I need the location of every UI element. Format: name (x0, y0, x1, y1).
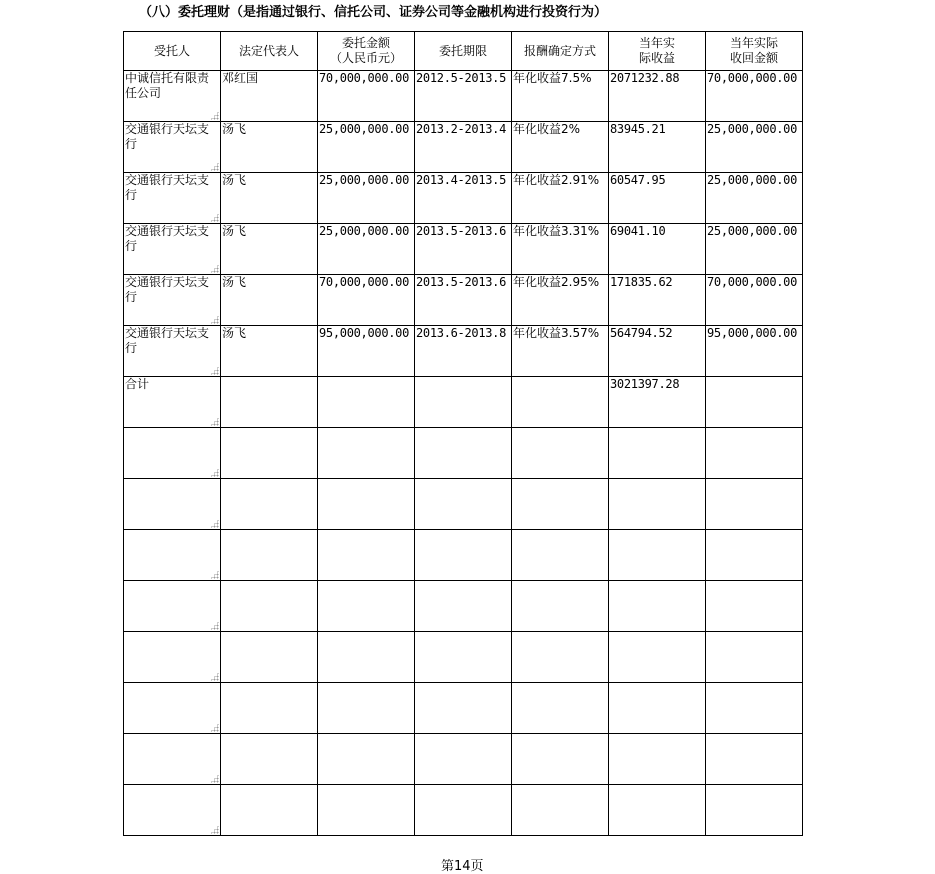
table-cell (415, 71, 512, 122)
table-cell (415, 224, 512, 275)
cell-resize-grip (210, 672, 219, 681)
table-cell (609, 224, 706, 275)
cell-text: 中诚信托有限责任公司 (125, 71, 210, 100)
table-cell (415, 173, 512, 224)
cell-text: 60547.95 (610, 173, 666, 187)
table-cell (318, 122, 415, 173)
table-row (124, 122, 803, 173)
cell-text: 83945.21 (610, 122, 666, 136)
table-cell (318, 428, 415, 479)
cell-text: 70,000,000.00 (707, 275, 798, 289)
table-cell (512, 173, 609, 224)
table-cell (124, 785, 221, 836)
cell-text: 171835.62 (610, 275, 673, 289)
table-cell (318, 326, 415, 377)
table-cell (221, 173, 318, 224)
table-cell (221, 326, 318, 377)
table-cell (221, 275, 318, 326)
cell-text: 年化收益2.95% (513, 275, 600, 289)
cell-resize-grip (210, 366, 219, 375)
page-heading: （八）委托理财（是指通过银行、信托公司、证券公司等金融机构进行投资行为） (139, 5, 608, 20)
table-cell (706, 530, 803, 581)
column-header: 当年实际 收回金额 (706, 32, 803, 71)
cell-text: 年化收益7.5% (513, 71, 592, 85)
table-cell (415, 683, 512, 734)
table-cell (318, 683, 415, 734)
table-row (124, 71, 803, 122)
cell-text: 25,000,000.00 (319, 122, 410, 136)
table-cell (221, 683, 318, 734)
cell-resize-grip (210, 825, 219, 834)
cell-text: 25,000,000.00 (319, 224, 410, 238)
cell-text: 70,000,000.00 (707, 71, 798, 85)
table-cell (609, 530, 706, 581)
table-cell (415, 377, 512, 428)
table-cell (415, 479, 512, 530)
table-cell (706, 71, 803, 122)
cell-text: 2012.5-2013.5 (416, 71, 507, 85)
table-row (124, 734, 803, 785)
column-header: 委托期限 (415, 32, 512, 71)
table-cell (512, 428, 609, 479)
cell-text: 合计 (125, 377, 150, 391)
table-cell (221, 479, 318, 530)
table-cell (318, 377, 415, 428)
table-row (124, 479, 803, 530)
table-row (124, 173, 803, 224)
cell-text: 3021397.28 (610, 377, 680, 391)
table-cell (318, 530, 415, 581)
table-cell (124, 530, 221, 581)
table-cell (609, 683, 706, 734)
cell-text: 邓红国 (222, 71, 259, 85)
cell-resize-grip (210, 213, 219, 222)
table-cell (124, 734, 221, 785)
cell-text: 564794.52 (610, 326, 673, 340)
table-body (124, 71, 803, 836)
table-cell (221, 71, 318, 122)
table-cell (124, 122, 221, 173)
cell-text: 2013.2-2013.4 (416, 122, 507, 136)
cell-text: 汤飞 (222, 326, 247, 340)
table-cell (221, 530, 318, 581)
table-cell (706, 479, 803, 530)
table-cell (318, 275, 415, 326)
table-cell (124, 632, 221, 683)
table-cell (415, 122, 512, 173)
table-cell (221, 581, 318, 632)
page-number: 第14页 (441, 859, 484, 874)
table-cell (221, 377, 318, 428)
table-cell (124, 479, 221, 530)
table-header-row (124, 32, 803, 71)
table-cell (415, 530, 512, 581)
table-cell (609, 173, 706, 224)
cell-resize-grip (210, 519, 219, 528)
table-cell (706, 785, 803, 836)
table-row (124, 428, 803, 479)
table-row (124, 377, 803, 428)
cell-text: 交通银行天坛支行 (125, 224, 210, 253)
table-cell (706, 683, 803, 734)
table-cell (318, 173, 415, 224)
cell-resize-grip (210, 468, 219, 477)
table-cell (609, 122, 706, 173)
table-cell (221, 632, 318, 683)
table-cell (512, 530, 609, 581)
cell-resize-grip (210, 621, 219, 630)
column-header: 法定代表人 (221, 32, 318, 71)
table-cell (609, 734, 706, 785)
cell-text: 69041.10 (610, 224, 666, 238)
table-cell (706, 173, 803, 224)
table-cell (512, 224, 609, 275)
table-cell (221, 734, 318, 785)
table-cell (706, 734, 803, 785)
cell-text: 汤飞 (222, 173, 247, 187)
cell-text: 汤飞 (222, 224, 247, 238)
table-cell (512, 377, 609, 428)
table-cell (221, 785, 318, 836)
table-cell (221, 428, 318, 479)
cell-resize-grip (210, 774, 219, 783)
table-cell (415, 632, 512, 683)
cell-resize-grip (210, 264, 219, 273)
table-cell (124, 428, 221, 479)
cell-text: 2071232.88 (610, 71, 680, 85)
cell-resize-grip (210, 417, 219, 426)
table-cell (706, 224, 803, 275)
cell-text: 年化收益2.91% (513, 173, 600, 187)
table-cell (609, 71, 706, 122)
table-cell (318, 71, 415, 122)
table-cell (415, 581, 512, 632)
table-cell (318, 734, 415, 785)
table-cell (706, 632, 803, 683)
table-cell (124, 326, 221, 377)
table-row (124, 581, 803, 632)
cell-text: 70,000,000.00 (319, 71, 410, 85)
column-header: 受托人 (124, 32, 221, 71)
table-cell (415, 326, 512, 377)
table-cell (706, 326, 803, 377)
column-header: 委托金额 （人民币元） (318, 32, 415, 71)
table-cell (318, 479, 415, 530)
table-cell (609, 632, 706, 683)
table-cell (124, 71, 221, 122)
cell-text: 汤飞 (222, 122, 247, 136)
table-cell (706, 428, 803, 479)
table-row (124, 632, 803, 683)
cell-text: 25,000,000.00 (707, 173, 798, 187)
table-cell (512, 122, 609, 173)
cell-text: 2013.4-2013.5 (416, 173, 507, 187)
cell-text: 汤飞 (222, 275, 247, 289)
table-row (124, 530, 803, 581)
table-cell (512, 632, 609, 683)
table-cell (706, 275, 803, 326)
cell-text: 交通银行天坛支行 (125, 122, 210, 151)
table-cell (706, 377, 803, 428)
cell-resize-grip (210, 315, 219, 324)
cell-text: 年化收益2% (513, 122, 581, 136)
table-cell (609, 581, 706, 632)
table-row (124, 224, 803, 275)
table-cell (512, 479, 609, 530)
table-cell (221, 224, 318, 275)
table-cell (124, 173, 221, 224)
table-cell (512, 734, 609, 785)
cell-text: 95,000,000.00 (319, 326, 410, 340)
table-row (124, 785, 803, 836)
table-cell (512, 683, 609, 734)
table-cell (512, 275, 609, 326)
cell-text: 交通银行天坛支行 (125, 275, 210, 304)
column-header: 报酬确定方式 (512, 32, 609, 71)
table-cell (609, 479, 706, 530)
cell-text: 25,000,000.00 (707, 122, 798, 136)
cell-resize-grip (210, 723, 219, 732)
table-cell (415, 785, 512, 836)
table-cell (318, 581, 415, 632)
cell-text: 2013.6-2013.8 (416, 326, 507, 340)
table-cell (221, 122, 318, 173)
cell-resize-grip (210, 570, 219, 579)
table-cell (512, 581, 609, 632)
table-row (124, 683, 803, 734)
cell-resize-grip (210, 162, 219, 171)
table-cell (415, 428, 512, 479)
cell-text: 25,000,000.00 (707, 224, 798, 238)
cell-text: 95,000,000.00 (707, 326, 798, 340)
cell-text: 70,000,000.00 (319, 275, 410, 289)
table-cell (415, 734, 512, 785)
cell-text: 交通银行天坛支行 (125, 326, 210, 355)
table-cell (512, 71, 609, 122)
cell-text: 25,000,000.00 (319, 173, 410, 187)
cell-text: 年化收益3.57% (513, 326, 600, 340)
table-row (124, 326, 803, 377)
table-cell (124, 224, 221, 275)
cell-text: 年化收益3.31% (513, 224, 600, 238)
table-row (124, 275, 803, 326)
column-header: 当年实 际收益 (609, 32, 706, 71)
table-cell (415, 275, 512, 326)
table-cell (609, 428, 706, 479)
table-cell (124, 683, 221, 734)
table-cell (609, 377, 706, 428)
table-cell (706, 581, 803, 632)
table-cell (512, 326, 609, 377)
table-cell (609, 326, 706, 377)
table-cell (609, 785, 706, 836)
cell-text: 交通银行天坛支行 (125, 173, 210, 202)
cell-text: 2013.5-2013.6 (416, 275, 507, 289)
table-cell (318, 785, 415, 836)
entrusted-wealth-management-table (123, 31, 803, 836)
cell-resize-grip (210, 111, 219, 120)
table-cell (318, 632, 415, 683)
table-cell (124, 581, 221, 632)
table-cell (512, 785, 609, 836)
table-cell (124, 377, 221, 428)
table-cell (609, 275, 706, 326)
table-cell (124, 275, 221, 326)
cell-text: 2013.5-2013.6 (416, 224, 507, 238)
table-cell (706, 122, 803, 173)
table-cell (318, 224, 415, 275)
